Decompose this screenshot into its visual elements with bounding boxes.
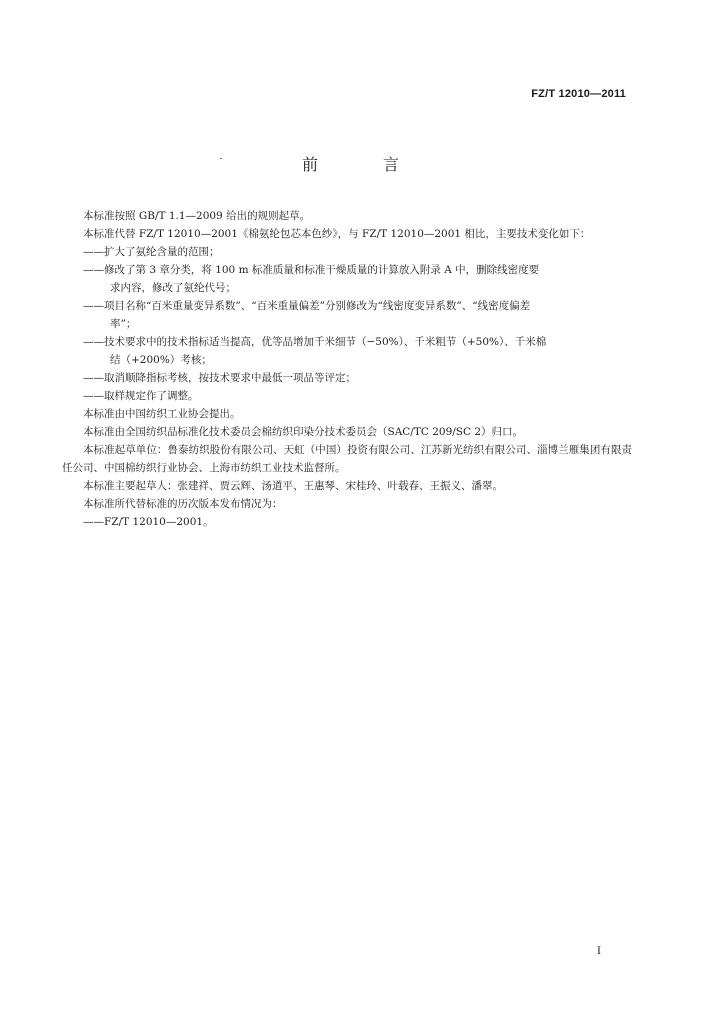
foreword-body (62, 207, 632, 531)
standard-code-header: FZ/T 12010—2011 (531, 88, 626, 100)
paragraph-drafting-units: 本标准起草单位：鲁泰纺织股份有限公司、天虹（中国）投资有限公司、江苏新光纺织有限公司、淄博兰雁集团有限责任公司、中国棉纺织行业协会、上海市纺织工业技术监督所。 (62, 444, 632, 474)
paragraph-technical-committee: 本标准由全国纺织品标准化技术委员会棉纺织印染分技术委员会（SAC/TC 209/SC 2）归口。 (83, 426, 524, 438)
change-item-continuation: 结（+200%）考核； (110, 354, 212, 366)
paragraph-proposer: 本标准由中国纺织工业协会提出。 (83, 408, 241, 420)
paragraph-replacement: 本标准代替 FZ/T 12010—2001《棉氨纶包芯本色纱》，与 FZ/T 12010—2001 相比，主要技术变化如下： (83, 228, 591, 240)
change-item-text: ——扩大了氨纶含量的范围； (83, 246, 220, 258)
change-item-continuation: 率”； (110, 318, 137, 330)
paragraph-version-history: 本标准所代替标准的历次版本发布情况为： (83, 498, 283, 510)
change-item-text: ——修改了第 3 章分类，将 100 m 标准质量和标准干燥质量的计算放入附录 A 中，删除线密度要 (83, 264, 540, 276)
change-item (62, 387, 632, 405)
change-item (62, 369, 632, 387)
page-title: 前 言 (301, 155, 430, 174)
page-number: I (597, 946, 601, 957)
change-item-text: ——取消顺降指标考核，按技术要求中最低一项品等评定； (83, 372, 356, 384)
change-item-text: ——项目名称“百米重量变异系数”、“百米重量偏差”分别修改为“线密度变异系数”、“线密度偏差 (83, 300, 531, 312)
change-item (62, 297, 632, 333)
paragraph-drafters: 本标准主要起草人：张建祥、贾云辉、汤道平、王惠琴、宋桂玲、叶载春、王振义、潘翠。 (83, 480, 503, 492)
change-item-continuation: 求内容，修改了氨纶代号； (110, 282, 236, 294)
change-item-text: ——取样规定作了调整。 (83, 390, 199, 402)
change-item (62, 333, 632, 369)
change-item (62, 261, 632, 297)
change-item-text: ——技术要求中的技术指标适当提高，优等品增加千米细节（−50%）、千米粗节（+50%）、千米棉 (83, 336, 547, 348)
change-item (62, 243, 632, 261)
history-item: ——FZ/T 12010—2001。 (83, 516, 214, 528)
paragraph-drafting-rules: 本标准按照 GB/T 1.1—2009 给出的规则起草。 (83, 210, 311, 222)
